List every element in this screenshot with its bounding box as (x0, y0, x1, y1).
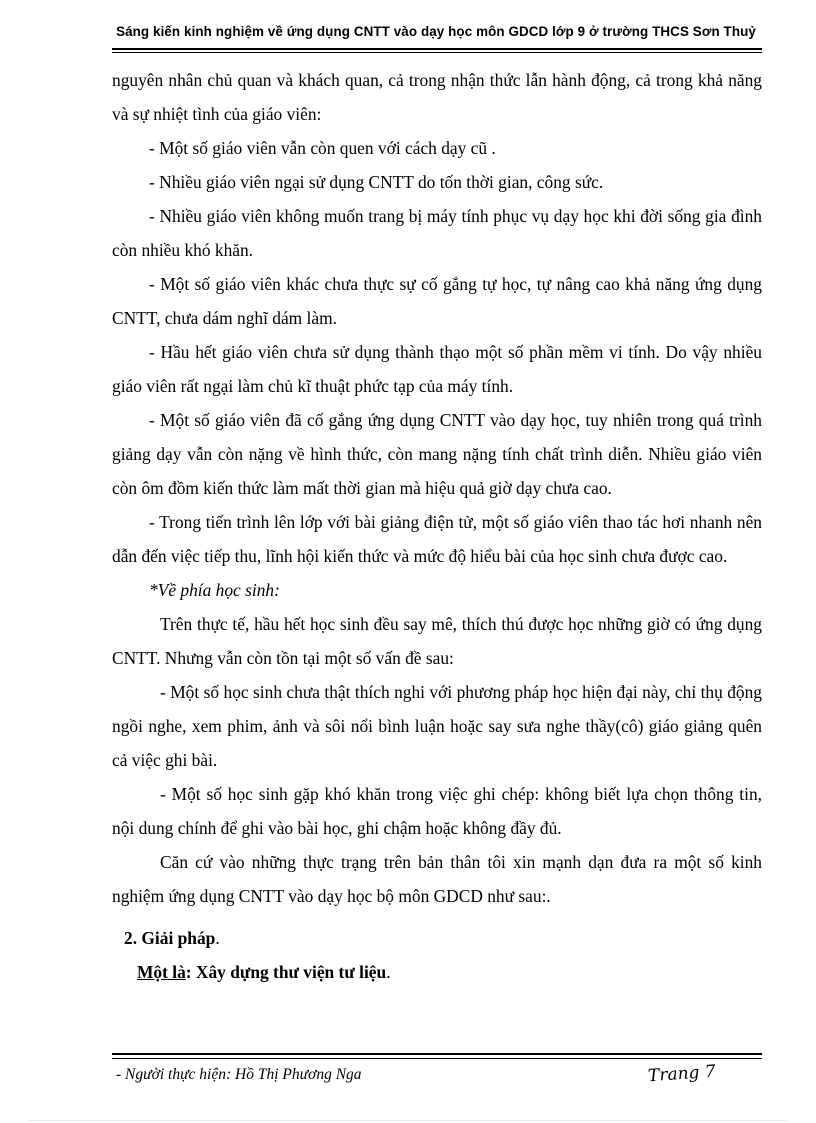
paragraph-students-notes: - Một số học sinh gặp khó khăn trong việc ghi chép: không biết lựa chọn thông tin, nội dung chính để ghi vào bài học, ghi chậm hoặc không đầy đủ. (112, 784, 762, 838)
solution-heading-period: . (215, 928, 220, 948)
paragraph-teachers-computer: - Nhiều giáo viên không muốn trang bị máy tính phục vụ dạy học khi đời sống gia đình còn nhiều khó khăn. (112, 206, 762, 260)
step-one-label: Một là (137, 962, 186, 982)
solution-heading-text: 2. Giải pháp (124, 928, 216, 948)
paragraph-teachers-software: - Hầu hết giáo viên chưa sử dụng thành thạo một số phần mềm vi tính. Do vậy nhiều giáo viên rất ngại làm chủ kĩ thuật phức tạp của máy tính. (112, 342, 762, 396)
footer-divider (112, 1053, 762, 1055)
step-one-period: . (386, 962, 391, 982)
paragraph-students-intro: Trên thực tế, hầu hết học sinh đều say mê, thích thú được học những giờ có ứng dụng CNTT. Nhưng vẫn còn tồn tại một số vấn đề sau: (112, 614, 762, 668)
header-divider (112, 48, 762, 50)
paragraph-conclusion: Căn cứ vào những thực trạng trên bản thân tôi xin mạnh dạn đưa ra một số kinh nghiệm ứng dụng CNTT vào dạy học bộ môn GDCD như sau:. (112, 852, 762, 906)
paragraph-teachers-self-study: - Một số giáo viên khác chưa thực sự cố gắng tự học, tự nâng cao khả năng ứng dụng CNTT, chưa dám nghĩ dám làm. (112, 274, 762, 328)
page-edge-divider (28, 1120, 788, 1121)
paragraph-causes: nguyên nhân chủ quan và khách quan, cả trong nhận thức lẫn hành động, cả trong khả năng và sự nhiệt tình của giáo viên: (112, 70, 762, 124)
paragraph-teachers-time: - Nhiều giáo viên ngại sử dụng CNTT do tốn thời gian, công sức. (149, 172, 604, 192)
document-body (112, 63, 762, 989)
footer-author: - Người thực hiện: Hồ Thị Phương Nga (116, 1066, 362, 1083)
solution-heading (112, 921, 762, 955)
paragraph-teachers-form: - Một số giáo viên đã cố gắng ứng dụng CNTT vào dạy học, tuy nhiên trong quá trình giảng dạy vẫn còn nặng về hình thức, còn mang nặng tính chất trình diễn. Nhiều giáo viên còn ôm đồm kiến thức làm mất thời gian mà hiệu quả giờ dạy chưa cao. (112, 410, 762, 498)
students-heading: *Về phía học sinh: (149, 580, 280, 600)
step-one-text: : Xây dựng thư viện tư liệu (185, 962, 387, 982)
step-one-heading (112, 955, 762, 989)
document-header-title: Sáng kiến kinh nghiệm về ứng dụng CNTT vào dạy học môn GDCD lớp 9 ở trường THCS Sơn Thuỷ (116, 24, 756, 39)
paragraph-students-adapt: - Một số học sinh chưa thật thích nghi với phương pháp học hiện đại này, chỉ thụ động ngồi nghe, xem phim, ảnh và sôi nổi bình luận hoặc say sưa nghe thầy(cô) giáo giảng quên cả việc ghi bài. (112, 682, 762, 770)
paragraph-teachers-speed: - Trong tiến trình lên lớp với bài giảng điện tử, một số giáo viên thao tác hơi nhanh nên dẫn đến việc tiếp thu, lĩnh hội kiến thức và mức độ hiểu bài của học sinh chưa được cao. (112, 512, 762, 566)
page-number: Trang 7 (647, 1061, 717, 1087)
paragraph-teachers-old-method: - Một số giáo viên vẫn còn quen với cách dạy cũ . (149, 138, 496, 158)
